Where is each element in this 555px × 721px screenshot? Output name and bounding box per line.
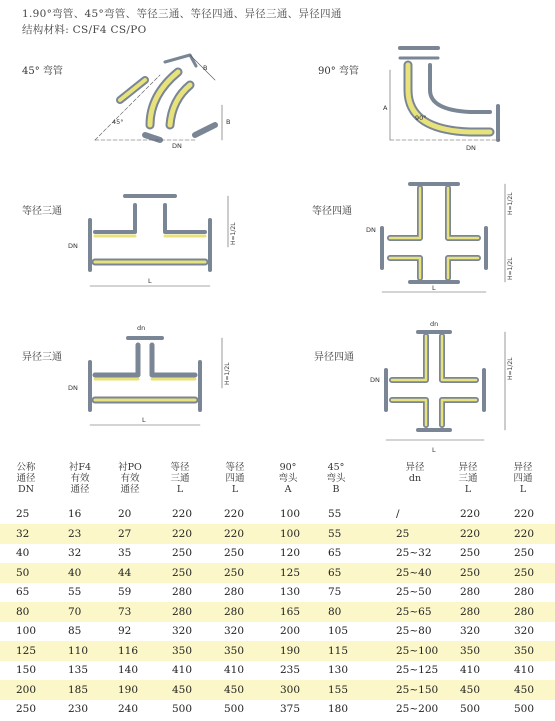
dim-DN-tee: DN bbox=[68, 242, 78, 250]
table-cell: 220 bbox=[460, 508, 481, 520]
table-cell: 27 bbox=[118, 527, 132, 540]
table-cell: 100 bbox=[280, 527, 301, 540]
table-cell: 75 bbox=[328, 586, 342, 598]
table-cell: 25 bbox=[396, 527, 410, 540]
dim-B-top: B bbox=[203, 64, 208, 72]
table-cell: 115 bbox=[328, 644, 349, 657]
dim-L-cross: L bbox=[432, 284, 436, 292]
page-title: 1.90°弯管、45°弯管、等径三通、等径四通、异径三通、异径四通 bbox=[22, 8, 342, 20]
dim-halfL-cross-bottom: H=1/2L bbox=[507, 257, 514, 280]
table-cell: 450 bbox=[460, 683, 481, 696]
label-elbow90: 90° 弯管 bbox=[318, 66, 359, 77]
table-cell: 350 bbox=[172, 644, 193, 657]
dim-dn-tee: dn bbox=[137, 324, 146, 332]
table-cell: 25~125 bbox=[396, 664, 439, 676]
table-row bbox=[0, 543, 555, 563]
table-cell: 55 bbox=[328, 527, 342, 540]
table-cell: 16 bbox=[68, 508, 82, 520]
table-cell: 140 bbox=[118, 664, 139, 676]
table-cell: 350 bbox=[460, 644, 481, 657]
table-cell: 250 bbox=[172, 566, 193, 579]
table-cell: 23 bbox=[68, 527, 82, 540]
dim-angle90: 90° bbox=[415, 114, 427, 122]
table-cell: 220 bbox=[224, 527, 245, 540]
table-cell: 280 bbox=[172, 605, 193, 618]
table-row bbox=[0, 504, 555, 524]
table-cell: 125 bbox=[280, 566, 301, 579]
table-cell: 220 bbox=[172, 508, 193, 520]
col-reduce-tee: 异径 三通 L bbox=[458, 462, 478, 495]
table-cell: 280 bbox=[514, 586, 535, 598]
table-row bbox=[0, 699, 555, 719]
table-cell: 59 bbox=[118, 586, 132, 598]
label-tee-equal: 等径三通 bbox=[22, 206, 62, 217]
dim-halfL-tee-red: H=1/2L bbox=[224, 362, 231, 385]
dim-B-side: B bbox=[226, 118, 231, 126]
table-cell: 120 bbox=[280, 547, 301, 559]
dim-DN-cross-red: DN bbox=[370, 376, 380, 384]
table-cell: 44 bbox=[118, 566, 132, 579]
table-cell: 220 bbox=[514, 508, 535, 520]
table-cell: 25~50 bbox=[396, 586, 432, 598]
table-cell: 250 bbox=[224, 547, 245, 559]
table-cell: 350 bbox=[514, 644, 535, 657]
table-cell: 130 bbox=[280, 586, 301, 598]
table-cell: 250 bbox=[514, 566, 535, 579]
table-cell: 105 bbox=[328, 625, 349, 637]
dim-dn-cross: dn bbox=[430, 320, 439, 328]
dim-DN-elbow45: DN bbox=[172, 142, 182, 150]
table-cell: 410 bbox=[224, 664, 245, 676]
table-cell: 500 bbox=[460, 703, 481, 715]
col-elbow90: 90° 弯头 A bbox=[278, 462, 298, 495]
table-cell: 200 bbox=[280, 625, 301, 637]
col-reduce-cross: 异径 四通 L bbox=[513, 462, 533, 495]
table-cell: 73 bbox=[118, 605, 132, 618]
table-row bbox=[0, 602, 555, 622]
dim-halfL-tee: H=1/2L bbox=[230, 222, 237, 245]
col-tee: 等径 三通 L bbox=[170, 462, 190, 495]
table-cell: 80 bbox=[328, 605, 342, 618]
table-row bbox=[0, 563, 555, 583]
table-cell: 32 bbox=[16, 527, 30, 540]
tee-reducing-drawing bbox=[90, 338, 222, 425]
col-cross: 等径 四通 L bbox=[225, 462, 245, 495]
table-cell: 235 bbox=[280, 664, 301, 676]
table-cell: 190 bbox=[280, 644, 301, 657]
label-elbow45: 45° 弯管 bbox=[22, 66, 63, 77]
table-cell: 55 bbox=[68, 586, 82, 598]
dim-angle45: 45° bbox=[112, 118, 124, 126]
table-cell: 200 bbox=[16, 683, 37, 696]
table-cell: 25~80 bbox=[396, 625, 432, 637]
table-cell: 450 bbox=[224, 683, 245, 696]
table-cell: 320 bbox=[514, 625, 535, 637]
dim-halfL-cross-red: H=1/2L bbox=[507, 357, 514, 380]
table-cell: 35 bbox=[118, 547, 132, 559]
dim-DN-elbow90: DN bbox=[466, 144, 476, 152]
table-row bbox=[0, 641, 555, 661]
table-header bbox=[0, 462, 555, 502]
table-cell: 65 bbox=[16, 586, 30, 598]
table-cell: 110 bbox=[68, 644, 89, 657]
table-cell: 280 bbox=[224, 605, 245, 618]
dim-DN-cross: DN bbox=[366, 226, 376, 234]
elbow90-drawing bbox=[390, 48, 500, 140]
cross-equal-drawing bbox=[382, 184, 505, 292]
table-cell: / bbox=[396, 508, 400, 520]
col-f4: 衬F4 有效 通径 bbox=[68, 462, 92, 495]
cross-reducing-drawing bbox=[386, 332, 505, 440]
table-cell: 375 bbox=[280, 703, 301, 715]
table-cell: 100 bbox=[16, 625, 37, 637]
table-cell: 250 bbox=[514, 547, 535, 559]
table-cell: 250 bbox=[172, 547, 193, 559]
tee-equal-drawing bbox=[90, 196, 228, 286]
material-line: 结构材料: CS/F4 CS/PO bbox=[22, 24, 147, 36]
table-row bbox=[0, 660, 555, 680]
table-cell: 240 bbox=[118, 703, 139, 715]
table-cell: 300 bbox=[280, 683, 301, 696]
table-cell: 40 bbox=[68, 566, 82, 579]
col-po: 衬PO 有效 通径 bbox=[118, 462, 142, 495]
table-cell: 410 bbox=[460, 664, 481, 676]
table-cell: 70 bbox=[68, 605, 82, 618]
table-cell: 280 bbox=[224, 586, 245, 598]
dim-L-tee-red: L bbox=[142, 416, 146, 424]
table-cell: 25 bbox=[16, 508, 30, 520]
table-cell: 250 bbox=[16, 703, 37, 715]
table-cell: 280 bbox=[460, 605, 481, 618]
table-cell: 320 bbox=[224, 625, 245, 637]
table-cell: 280 bbox=[172, 586, 193, 598]
table-cell: 180 bbox=[328, 703, 349, 715]
table-cell: 500 bbox=[172, 703, 193, 715]
table-cell: 65 bbox=[328, 566, 342, 579]
table-cell: 150 bbox=[16, 664, 37, 676]
table-cell: 280 bbox=[514, 605, 535, 618]
table-cell: 450 bbox=[514, 683, 535, 696]
table-cell: 155 bbox=[328, 683, 349, 696]
table-cell: 80 bbox=[16, 605, 30, 618]
table-cell: 185 bbox=[68, 683, 89, 696]
label-cross-equal: 等径四通 bbox=[312, 206, 352, 217]
table-cell: 125 bbox=[16, 644, 37, 657]
table-row bbox=[0, 621, 555, 641]
table-cell: 55 bbox=[328, 508, 342, 520]
table-cell: 85 bbox=[68, 625, 82, 637]
label-tee-reducing: 异径三通 bbox=[22, 352, 62, 363]
table-cell: 230 bbox=[68, 703, 89, 715]
table-row bbox=[0, 582, 555, 602]
table-cell: 20 bbox=[118, 508, 132, 520]
table-cell: 250 bbox=[460, 547, 481, 559]
table-cell: 220 bbox=[172, 527, 193, 540]
table-cell: 410 bbox=[172, 664, 193, 676]
dim-L-tee: L bbox=[148, 277, 152, 285]
dim-L-cross-red: L bbox=[432, 446, 436, 454]
dim-halfL-cross-top: H=1/2L bbox=[507, 192, 514, 215]
col-reduce-dn: 异径 dn bbox=[405, 462, 425, 484]
table-cell: 116 bbox=[118, 644, 139, 657]
table-cell: 190 bbox=[118, 683, 139, 696]
table-cell: 500 bbox=[514, 703, 535, 715]
label-cross-reducing: 异径四通 bbox=[314, 352, 354, 363]
table-cell: 250 bbox=[460, 566, 481, 579]
table-cell: 500 bbox=[224, 703, 245, 715]
col-elbow45: 45° 弯头 B bbox=[326, 462, 346, 495]
table-cell: 25~200 bbox=[396, 703, 439, 715]
table-cell: 165 bbox=[280, 605, 301, 618]
table-cell: 220 bbox=[460, 527, 481, 540]
table-cell: 135 bbox=[68, 664, 89, 676]
table-cell: 450 bbox=[172, 683, 193, 696]
table-cell: 92 bbox=[118, 625, 132, 637]
table-cell: 25~40 bbox=[396, 566, 432, 579]
table-cell: 32 bbox=[68, 547, 82, 559]
table-cell: 250 bbox=[224, 566, 245, 579]
table-cell: 410 bbox=[514, 664, 535, 676]
table-cell: 320 bbox=[460, 625, 481, 637]
table-cell: 25~150 bbox=[396, 683, 439, 696]
table-cell: 220 bbox=[224, 508, 245, 520]
table-cell: 130 bbox=[328, 664, 349, 676]
table-cell: 320 bbox=[172, 625, 193, 637]
table-cell: 65 bbox=[328, 547, 342, 559]
table-cell: 220 bbox=[514, 527, 535, 540]
table-cell: 25~65 bbox=[396, 605, 432, 618]
dim-A: A bbox=[383, 104, 388, 112]
table-cell: 100 bbox=[280, 508, 301, 520]
table-cell: 350 bbox=[224, 644, 245, 657]
col-dn: 公称 通径 DN bbox=[16, 462, 36, 495]
table-cell: 25~100 bbox=[396, 644, 439, 657]
table-cell: 25~32 bbox=[396, 547, 432, 559]
table-cell: 280 bbox=[460, 586, 481, 598]
table-row bbox=[0, 524, 555, 544]
table-cell: 40 bbox=[16, 547, 30, 559]
dim-DN-tee-red: DN bbox=[68, 384, 78, 392]
table-cell: 50 bbox=[16, 566, 30, 579]
table-row bbox=[0, 680, 555, 700]
